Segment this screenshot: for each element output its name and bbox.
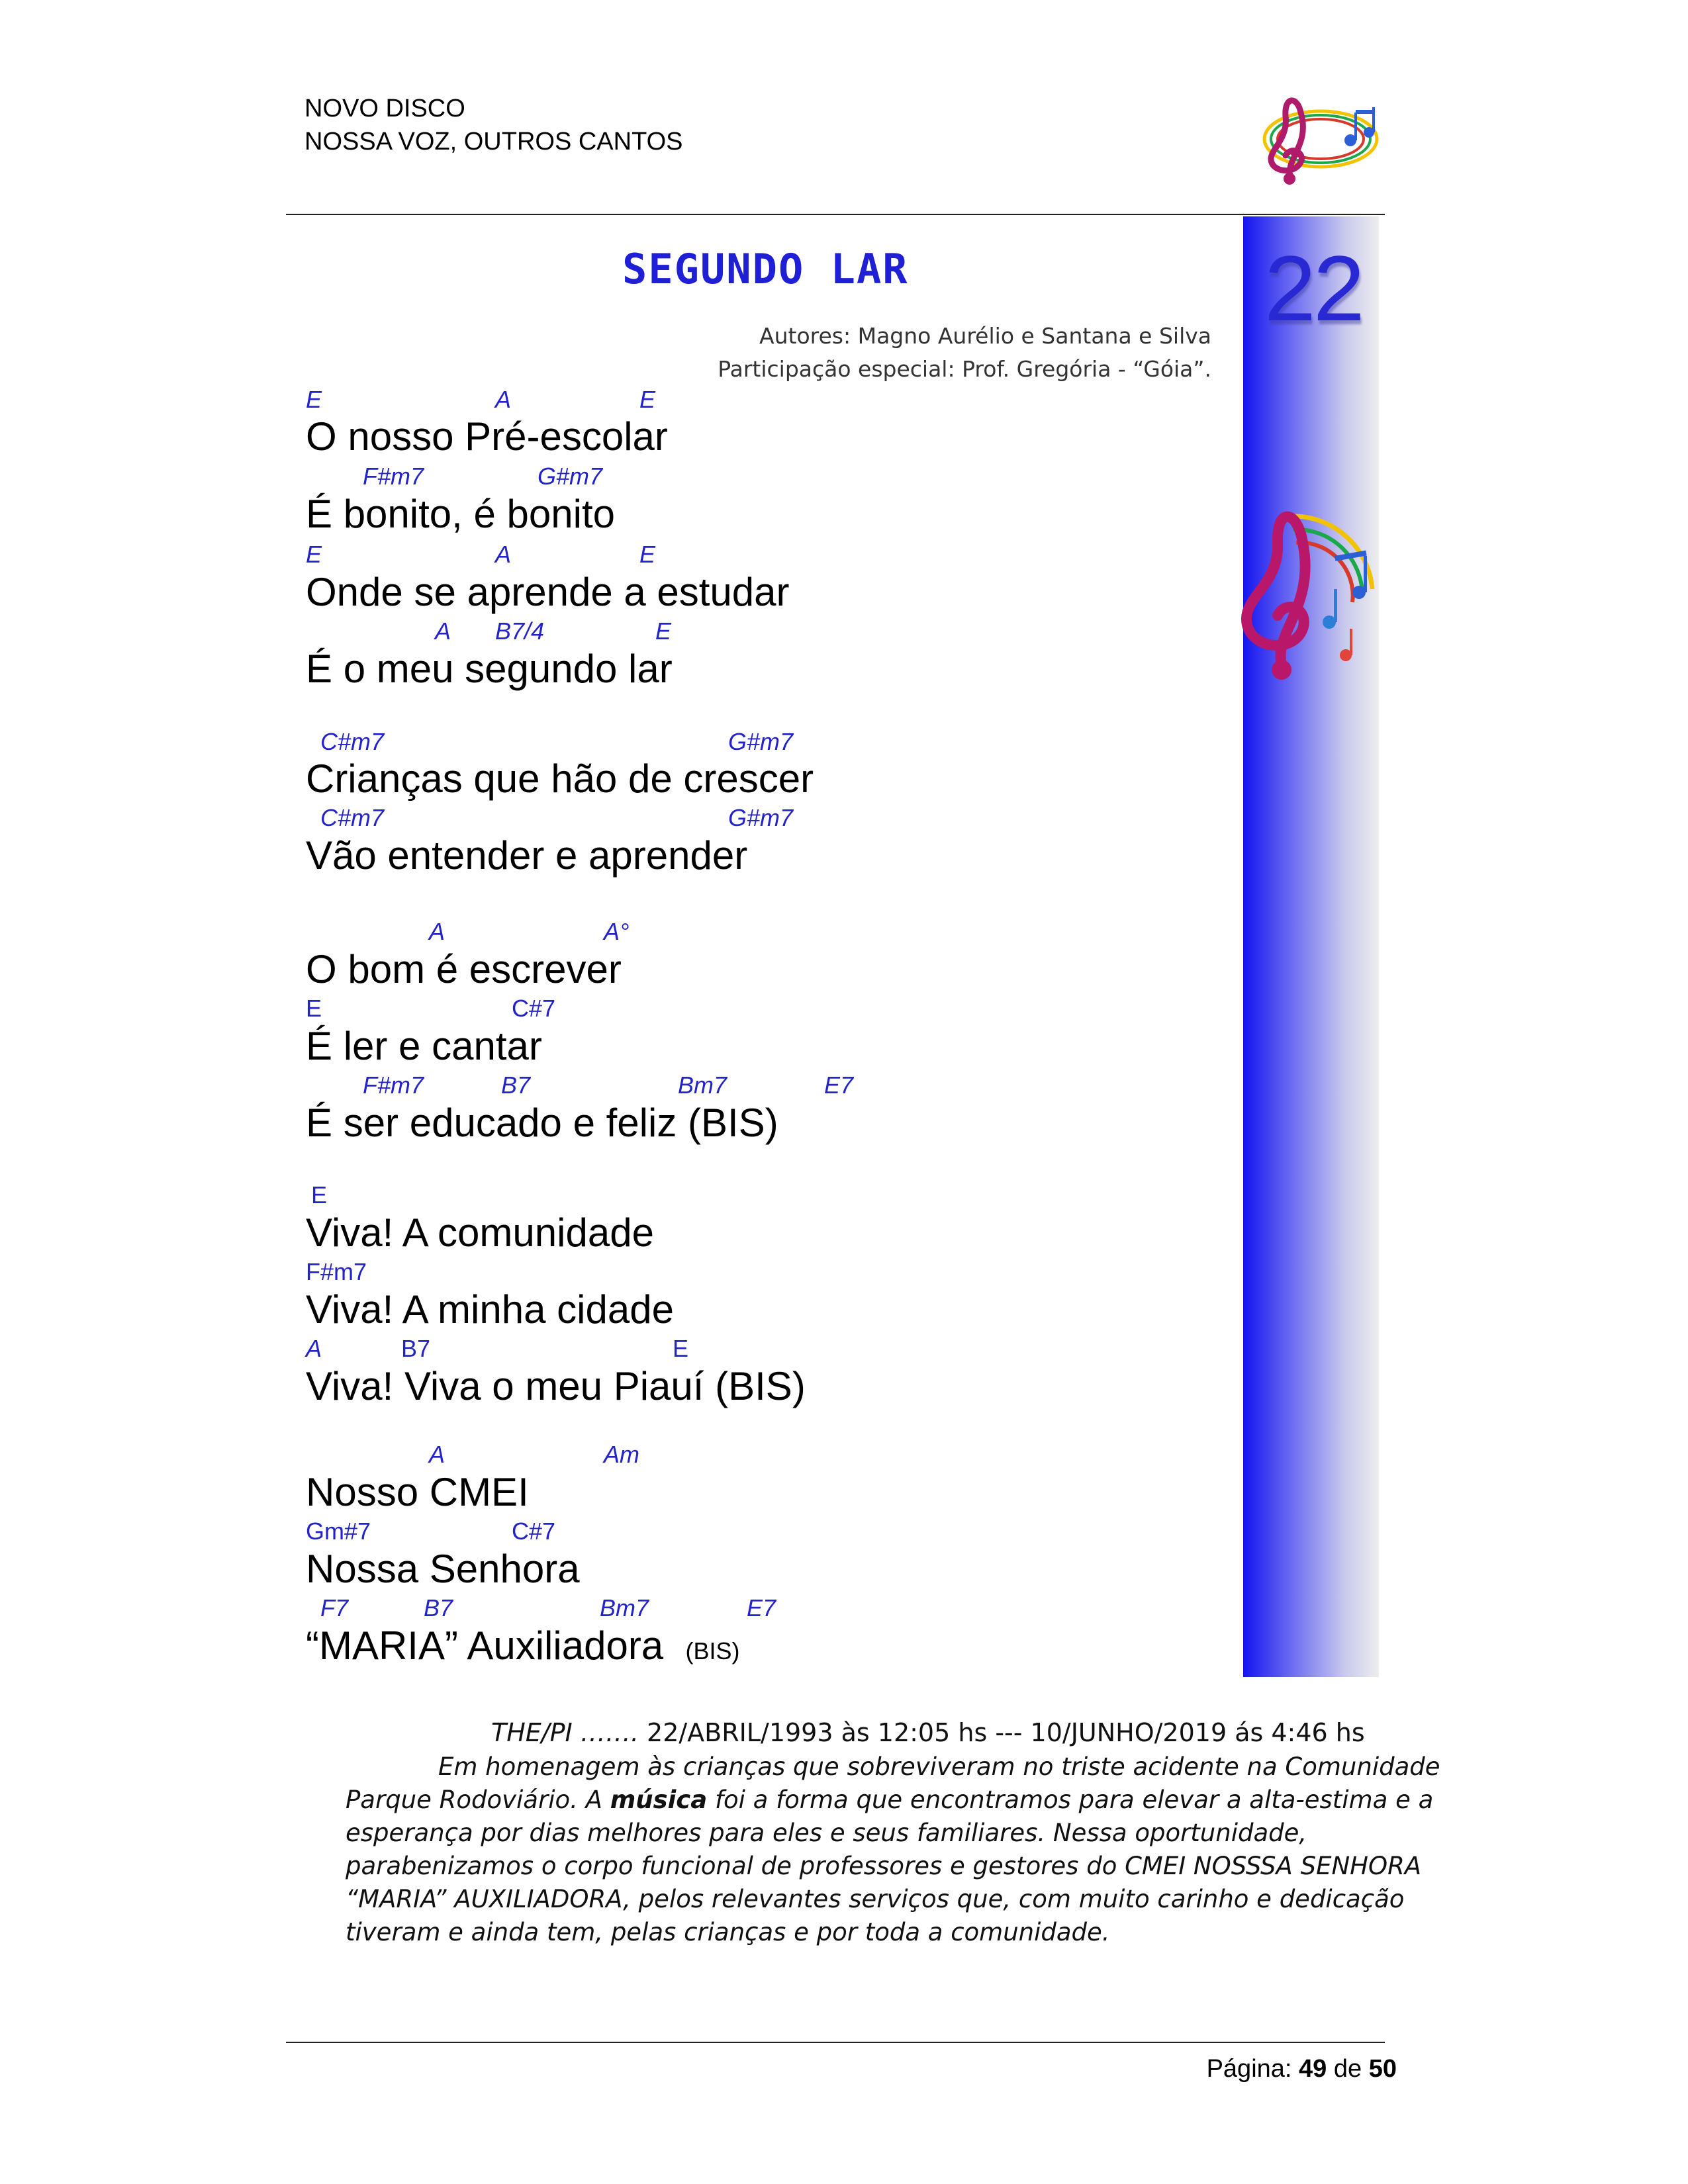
page-label: Página: — [1206, 2055, 1292, 2083]
lyric-line: Vão entender e aprender — [306, 833, 748, 878]
header-line1: NOVO DISCO — [305, 95, 465, 122]
chord: G#m7 — [728, 804, 794, 831]
chord: C#m7 — [320, 804, 385, 831]
chord: Gm#7 — [306, 1518, 371, 1545]
chord: A — [306, 1335, 322, 1362]
page-number: 49 — [1299, 2055, 1327, 2083]
song-authors: Autores: Magno Aurélio e Santana e Silva — [759, 323, 1211, 349]
chord: B7 — [501, 1071, 531, 1099]
chord: A° — [604, 918, 630, 945]
chord: A — [429, 1441, 445, 1468]
treble-clef-notes-icon — [1230, 490, 1382, 688]
chord: G#m7 — [728, 728, 794, 755]
treble-clef-notes-icon — [1244, 86, 1383, 185]
chord: E — [306, 995, 322, 1022]
note-paragraph-line5: “MARIA” AUXILIADORA, pelos relevantes serviços que, com muito carinho e dedicação — [346, 1885, 1405, 1913]
header-rule — [286, 214, 1385, 215]
chord: E — [306, 386, 322, 413]
song-number: 22 — [1264, 236, 1362, 340]
chord: E7 — [824, 1071, 854, 1099]
chord: A — [495, 541, 512, 568]
note-paragraph-line3: esperança por dias melhores para eles e seus familiares. Nessa oportunidade, — [346, 1819, 1307, 1847]
chord: E — [639, 386, 656, 413]
page-of: de — [1333, 2055, 1362, 2083]
lyric-line: Onde se aprende a estudar — [306, 570, 790, 614]
chord: E — [673, 1335, 689, 1362]
song-title: SEGUNDO LAR — [622, 245, 909, 293]
lyric-line: Nosso CMEI — [306, 1470, 529, 1514]
lyric-line: É ser educado e feliz (BIS) — [306, 1101, 778, 1145]
chord: B7 — [401, 1335, 431, 1362]
chord: A — [435, 617, 451, 645]
lyric-line: É o meu segundo lar — [306, 647, 673, 691]
chord: E — [306, 541, 322, 568]
footer-rule — [286, 2042, 1385, 2043]
lyric-line: É ler e cantar — [306, 1024, 542, 1068]
header-line2: NOSSA VOZ, OUTROS CANTOS — [305, 128, 683, 156]
chord: C#m7 — [320, 728, 385, 755]
dateline — [491, 1717, 1365, 1749]
song-participation: Participação especial: Prof. Gregória - “Góia”. — [718, 356, 1211, 382]
chord: F#m7 — [306, 1258, 367, 1285]
chord: C#7 — [512, 1518, 556, 1545]
lyric-line: O bom é escrever — [306, 947, 622, 991]
chord: E — [655, 617, 672, 645]
chord: B7 — [424, 1594, 453, 1621]
chord: G#m7 — [538, 463, 603, 490]
lyric-line — [306, 1623, 740, 1674]
chord: E — [311, 1181, 328, 1208]
chord: E7 — [747, 1594, 776, 1621]
lyric-line: É bonito, é bonito — [306, 492, 616, 536]
note-text: Parque Rodoviário. A — [346, 1786, 610, 1814]
chord: F7 — [320, 1594, 349, 1621]
chord: F#m7 — [363, 1071, 424, 1099]
chord: F#m7 — [363, 463, 424, 490]
dateline-dots: ……. — [580, 1718, 639, 1747]
chord: A — [495, 386, 512, 413]
page-total: 50 — [1368, 2055, 1397, 2083]
dateline-text: 22/ABRIL/1993 às 12:05 hs --- 10/JUNHO/2019 ás 4:46 hs — [647, 1718, 1365, 1747]
chord: E — [639, 541, 656, 568]
lyric-line: Nossa Senhora — [306, 1547, 580, 1591]
note-bold-word: música — [610, 1786, 708, 1814]
page-footer — [1207, 2055, 1397, 2083]
chord: Am — [604, 1441, 639, 1468]
lyric-line: Viva! A comunidade — [306, 1210, 654, 1255]
note-paragraph-line4: parabenizamos o corpo funcional de professores e gestores do CMEI NOSSSA SENHORA — [346, 1852, 1422, 1880]
chord: Bm7 — [678, 1071, 727, 1099]
note-paragraph-line2 — [346, 1784, 1433, 1816]
lyric-line: Crianças que hão de crescer — [306, 756, 814, 801]
dateline-place: THE/PI — [491, 1718, 573, 1747]
lyric-line: Viva! A minha cidade — [306, 1287, 674, 1332]
chord: Bm7 — [600, 1594, 649, 1621]
chord: C#7 — [512, 995, 556, 1022]
lyric-line: O nosso Pré-escolar — [306, 414, 668, 459]
chord: A — [429, 918, 445, 945]
side-band — [1243, 216, 1379, 1677]
note-text: foi a forma que encontramos para elevar a alta-estima e a — [707, 1786, 1434, 1814]
note-paragraph-line1: Em homenagem às crianças que sobreviveram no triste acidente na Comunidade — [438, 1752, 1440, 1781]
note-paragraph-line6: tiveram e ainda tem, pelas crianças e por toda a comunidade. — [346, 1918, 1110, 1946]
chord: B7/4 — [495, 617, 545, 645]
bis-label: (BIS) — [685, 1637, 740, 1664]
lyric-text: “MARIA” Auxiliadora — [306, 1623, 664, 1668]
lyric-line: Viva! Viva o meu Piauí (BIS) — [306, 1364, 806, 1408]
